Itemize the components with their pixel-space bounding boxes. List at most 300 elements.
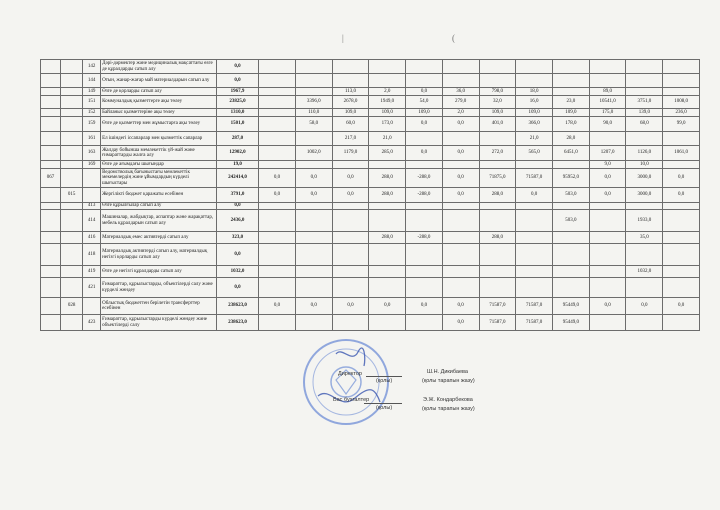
- value-cell: 1032,0: [626, 266, 663, 278]
- subprogram-cell: [61, 146, 83, 161]
- value-cell: 3396,0: [295, 96, 332, 109]
- total-cell: 323,0: [216, 232, 258, 244]
- description-cell: Ғимараттар, құрылыстарды күрделі жөндеу және объектілерді салу: [101, 315, 217, 331]
- total-cell: 0,0: [216, 203, 258, 210]
- total-cell: 1032,0: [216, 266, 258, 278]
- accountant-name: Э.Ж. Кондарбекова: [423, 397, 473, 403]
- value-cell: 23,0: [553, 96, 590, 109]
- total-cell: 23825,0: [216, 96, 258, 109]
- value-cell: [406, 210, 443, 232]
- value-cell: 109,0: [369, 109, 406, 117]
- table-row: [41, 244, 700, 266]
- value-cell: [369, 203, 406, 210]
- subprogram-cell: [61, 161, 83, 169]
- value-cell: 0,0: [332, 188, 369, 203]
- table-row: [41, 278, 700, 298]
- value-cell: 565,0: [516, 146, 553, 161]
- description-cell: Машиналар, жабдықтар, аспаптар және жарақаттар, мебель құралдарын сатып алу: [101, 210, 217, 232]
- value-cell: 0,0: [442, 169, 479, 188]
- code-cell: 169: [83, 161, 101, 169]
- subprogram-cell: [61, 203, 83, 210]
- value-cell: [553, 266, 590, 278]
- value-cell: [479, 210, 516, 232]
- value-cell: [516, 244, 553, 266]
- section-cell: [41, 188, 61, 203]
- total-cell: 0,0: [216, 74, 258, 88]
- code-cell: 419: [83, 266, 101, 278]
- total-cell: 238623,0: [216, 315, 258, 331]
- page-mark-left: |: [342, 33, 344, 43]
- total-cell: 1310,0: [216, 109, 258, 117]
- value-cell: 10541,0: [589, 96, 626, 109]
- value-cell: [663, 244, 700, 266]
- value-cell: 288,0: [369, 188, 406, 203]
- value-cell: [442, 244, 479, 266]
- description-cell: Өзге де негізгі құралдарды сатып алу: [101, 266, 217, 278]
- value-cell: [479, 278, 516, 298]
- value-cell: 1207,0: [589, 146, 626, 161]
- value-cell: 99,0: [663, 117, 700, 132]
- section-cell: [41, 146, 61, 161]
- value-cell: 0,0: [406, 146, 443, 161]
- value-cell: [589, 315, 626, 331]
- value-cell: [259, 117, 296, 132]
- value-cell: [553, 60, 590, 74]
- value-cell: 366,0: [516, 117, 553, 132]
- value-cell: 236,0: [663, 109, 700, 117]
- value-cell: [626, 278, 663, 298]
- value-cell: [516, 210, 553, 232]
- value-cell: [663, 74, 700, 88]
- value-cell: [442, 60, 479, 74]
- value-cell: [442, 74, 479, 88]
- table-row: [41, 109, 700, 117]
- value-cell: [479, 161, 516, 169]
- table-row: [41, 315, 700, 331]
- code-cell: 413: [83, 203, 101, 210]
- description-cell: Жалдау бойынша мемлекеттік үй-жай және ғимараттарды жалға алу: [101, 146, 217, 161]
- value-cell: [626, 244, 663, 266]
- value-cell: 0,0: [259, 188, 296, 203]
- value-cell: 109,0: [516, 109, 553, 117]
- value-cell: [479, 266, 516, 278]
- value-cell: 68,0: [626, 117, 663, 132]
- description-cell: Байланыс қызметтеріне ақы төлеу: [101, 109, 217, 117]
- value-cell: [589, 266, 626, 278]
- table-row: [41, 117, 700, 132]
- value-cell: [479, 244, 516, 266]
- value-cell: 0,0: [589, 169, 626, 188]
- value-cell: 178,0: [553, 117, 590, 132]
- value-cell: [295, 132, 332, 146]
- section-cell: [41, 109, 61, 117]
- code-cell: 144: [83, 74, 101, 88]
- value-cell: [332, 232, 369, 244]
- value-cell: [663, 315, 700, 331]
- description-cell: Өзге құрылғылар сатып алу: [101, 203, 217, 210]
- value-cell: [406, 132, 443, 146]
- value-cell: [589, 210, 626, 232]
- section-cell: [41, 315, 61, 331]
- subprogram-cell: [61, 96, 83, 109]
- total-cell: 19,0: [216, 161, 258, 169]
- value-cell: 1061,0: [663, 146, 700, 161]
- table-row: [41, 298, 700, 315]
- value-cell: [295, 88, 332, 96]
- value-cell: 2,0: [369, 88, 406, 96]
- value-cell: [589, 74, 626, 88]
- value-cell: [589, 278, 626, 298]
- subprogram-cell: [61, 60, 83, 74]
- value-cell: [553, 278, 590, 298]
- value-cell: 288,0: [479, 188, 516, 203]
- value-cell: 71587,0: [479, 298, 516, 315]
- value-cell: [369, 74, 406, 88]
- value-cell: [442, 210, 479, 232]
- value-cell: [295, 244, 332, 266]
- value-cell: 60,0: [332, 117, 369, 132]
- value-cell: [295, 278, 332, 298]
- value-cell: 2,0: [442, 109, 479, 117]
- section-cell: [41, 88, 61, 96]
- section-cell: [41, 74, 61, 88]
- value-cell: [332, 266, 369, 278]
- accountant-signature-caption: (қолы): [376, 405, 393, 411]
- value-cell: [479, 74, 516, 88]
- value-cell: 21,0: [516, 132, 553, 146]
- value-cell: [259, 88, 296, 96]
- value-cell: 1008,0: [663, 96, 700, 109]
- value-cell: [553, 232, 590, 244]
- value-cell: [516, 266, 553, 278]
- value-cell: 32,0: [479, 96, 516, 109]
- subprogram-cell: [61, 117, 83, 132]
- value-cell: 109,0: [332, 109, 369, 117]
- value-cell: -288,0: [406, 169, 443, 188]
- value-cell: [589, 132, 626, 146]
- section-cell: [41, 298, 61, 315]
- value-cell: [626, 203, 663, 210]
- value-cell: [663, 203, 700, 210]
- value-cell: [259, 203, 296, 210]
- director-signature-caption: (қолы): [376, 378, 393, 384]
- section-cell: [41, 278, 61, 298]
- table-row: [41, 232, 700, 244]
- value-cell: 0,0: [332, 169, 369, 188]
- subprogram-cell: 028: [61, 298, 83, 315]
- value-cell: [332, 74, 369, 88]
- total-cell: 0,0: [216, 278, 258, 298]
- value-cell: 0,0: [442, 117, 479, 132]
- description-cell: Жергілікті бюджет қаражаты есебінен: [101, 188, 217, 203]
- section-cell: [41, 96, 61, 109]
- value-cell: 109,0: [406, 109, 443, 117]
- value-cell: -288,0: [406, 232, 443, 244]
- value-cell: [442, 232, 479, 244]
- subprogram-cell: [61, 278, 83, 298]
- value-cell: 503,0: [553, 188, 590, 203]
- value-cell: 401,0: [479, 117, 516, 132]
- value-cell: [406, 315, 443, 331]
- value-cell: 139,0: [626, 109, 663, 117]
- section-cell: [41, 266, 61, 278]
- value-cell: [295, 161, 332, 169]
- value-cell: [406, 74, 443, 88]
- value-cell: 109,0: [479, 109, 516, 117]
- description-cell: Облыстық бюджеттен берілетін трансферттер есебінен: [101, 298, 217, 315]
- value-cell: 0,0: [663, 298, 700, 315]
- code-cell: 414: [83, 210, 101, 232]
- code-cell: 149: [83, 88, 101, 96]
- budget-table: [40, 59, 700, 331]
- value-cell: 288,0: [479, 232, 516, 244]
- value-cell: [259, 232, 296, 244]
- value-cell: [332, 278, 369, 298]
- value-cell: 0,0: [406, 298, 443, 315]
- value-cell: 113,0: [332, 88, 369, 96]
- section-cell: [41, 210, 61, 232]
- value-cell: 0,0: [295, 298, 332, 315]
- value-cell: [626, 88, 663, 96]
- code-cell: 418: [83, 244, 101, 266]
- total-cell: 1501,0: [216, 117, 258, 132]
- table-row: [41, 88, 700, 96]
- value-cell: 71875,0: [479, 169, 516, 188]
- value-cell: 16,0: [516, 96, 553, 109]
- value-cell: [259, 278, 296, 298]
- value-cell: [442, 266, 479, 278]
- value-cell: 3000,0: [626, 188, 663, 203]
- value-cell: [442, 161, 479, 169]
- value-cell: 2678,0: [332, 96, 369, 109]
- total-cell: 12902,0: [216, 146, 258, 161]
- value-cell: 288,0: [369, 169, 406, 188]
- total-cell: 242414,0: [216, 169, 258, 188]
- value-cell: 0,0: [589, 188, 626, 203]
- value-cell: 10,0: [626, 161, 663, 169]
- director-role: Директор: [338, 371, 362, 377]
- value-cell: 58,0: [295, 117, 332, 132]
- section-cell: [41, 244, 61, 266]
- value-cell: [406, 266, 443, 278]
- value-cell: [553, 88, 590, 96]
- value-cell: [259, 96, 296, 109]
- value-cell: 0,0: [295, 188, 332, 203]
- value-cell: [295, 60, 332, 74]
- value-cell: [295, 266, 332, 278]
- description-cell: Ведомстволық бағыныстағы мемлекеттік мекемелердің және ұйымдардың күрделі шығыстары: [101, 169, 217, 188]
- table-row: [41, 203, 700, 210]
- subprogram-cell: [61, 315, 83, 331]
- value-cell: [259, 266, 296, 278]
- value-cell: [259, 161, 296, 169]
- code-cell: 159: [83, 117, 101, 132]
- value-cell: [332, 244, 369, 266]
- value-cell: [332, 60, 369, 74]
- value-cell: 9,0: [589, 161, 626, 169]
- code-cell: 142: [83, 60, 101, 74]
- value-cell: [589, 232, 626, 244]
- code-cell: 421: [83, 278, 101, 298]
- value-cell: 95952,0: [553, 169, 590, 188]
- value-cell: 175,0: [589, 109, 626, 117]
- section-cell: [41, 132, 61, 146]
- section-cell: [41, 161, 61, 169]
- section-cell: [41, 232, 61, 244]
- table-row: [41, 74, 700, 88]
- page-mark-center: (: [452, 33, 455, 43]
- value-cell: [516, 74, 553, 88]
- value-cell: [406, 60, 443, 74]
- value-cell: [332, 203, 369, 210]
- value-cell: [516, 203, 553, 210]
- value-cell: 0,0: [663, 188, 700, 203]
- value-cell: [259, 146, 296, 161]
- value-cell: [369, 60, 406, 74]
- value-cell: 71587,0: [516, 298, 553, 315]
- value-cell: [626, 132, 663, 146]
- value-cell: 288,0: [369, 232, 406, 244]
- value-cell: 285,0: [369, 146, 406, 161]
- value-cell: 1002,0: [295, 146, 332, 161]
- total-cell: 287,0: [216, 132, 258, 146]
- value-cell: 0,0: [442, 146, 479, 161]
- value-cell: [332, 210, 369, 232]
- value-cell: 0,0: [332, 298, 369, 315]
- value-cell: [663, 60, 700, 74]
- code-cell: 161: [83, 132, 101, 146]
- code-cell: [83, 188, 101, 203]
- value-cell: 54,0: [406, 96, 443, 109]
- value-cell: 71587,0: [516, 315, 553, 331]
- value-cell: [295, 315, 332, 331]
- total-cell: 0,0: [216, 244, 258, 266]
- subprogram-cell: [61, 74, 83, 88]
- value-cell: 109,0: [553, 109, 590, 117]
- value-cell: [516, 60, 553, 74]
- subprogram-cell: [61, 266, 83, 278]
- code-cell: 152: [83, 109, 101, 117]
- value-cell: 0,0: [442, 188, 479, 203]
- table-row: [41, 169, 700, 188]
- section-cell: [41, 117, 61, 132]
- value-cell: [626, 74, 663, 88]
- value-cell: [626, 315, 663, 331]
- accountant-role: Бас бухгалтер: [333, 397, 370, 403]
- description-cell: Дәрі-дәрмектер және медициналық мақсаттағы өзге де құралдарды сатып алу: [101, 60, 217, 74]
- code-cell: [83, 298, 101, 315]
- director-signature-line: [366, 376, 402, 377]
- value-cell: 0,0: [259, 169, 296, 188]
- value-cell: [259, 244, 296, 266]
- value-cell: [663, 88, 700, 96]
- value-cell: [479, 203, 516, 210]
- section-cell: [41, 60, 61, 74]
- accountant-name-note: (қолы тарапын жазу): [422, 406, 475, 412]
- value-cell: [369, 161, 406, 169]
- value-cell: 35,0: [626, 232, 663, 244]
- value-cell: [663, 161, 700, 169]
- value-cell: [663, 232, 700, 244]
- value-cell: [553, 203, 590, 210]
- value-cell: [406, 203, 443, 210]
- value-cell: 110,0: [295, 109, 332, 117]
- value-cell: 71587,0: [516, 169, 553, 188]
- table-row: [41, 266, 700, 278]
- value-cell: [406, 244, 443, 266]
- code-cell: 163: [83, 146, 101, 161]
- description-cell: Ғимараттар, құрылыстарды, объектілерді салу және күрделі жөндеу: [101, 278, 217, 298]
- value-cell: 28,0: [553, 132, 590, 146]
- accountant-signature-line: [364, 403, 402, 404]
- value-cell: [516, 232, 553, 244]
- value-cell: [663, 132, 700, 146]
- value-cell: 272,0: [479, 146, 516, 161]
- code-cell: 423: [83, 315, 101, 331]
- value-cell: 36,0: [442, 88, 479, 96]
- value-cell: 1126,0: [626, 146, 663, 161]
- value-cell: 0,0: [295, 169, 332, 188]
- subprogram-cell: [61, 88, 83, 96]
- value-cell: 90,0: [589, 117, 626, 132]
- value-cell: [663, 278, 700, 298]
- value-cell: [259, 74, 296, 88]
- director-name-note: (қолы тарапын жазу): [422, 378, 475, 384]
- value-cell: [259, 132, 296, 146]
- value-cell: [553, 161, 590, 169]
- value-cell: [295, 232, 332, 244]
- value-cell: 71587,0: [479, 315, 516, 331]
- description-cell: Өзге де қызметтер мен жұмыстарға ақы төлеу: [101, 117, 217, 132]
- value-cell: [332, 315, 369, 331]
- value-cell: [516, 278, 553, 298]
- table-row: [41, 210, 700, 232]
- value-cell: [442, 203, 479, 210]
- subprogram-cell: [61, 109, 83, 117]
- director-name: Ш.Н. Дикибаева: [427, 369, 468, 375]
- value-cell: 0,0: [406, 88, 443, 96]
- value-cell: 95449,0: [553, 298, 590, 315]
- description-cell: Ел ішіндегі іссапарлар мен қызметтік сапарлар: [101, 132, 217, 146]
- value-cell: [295, 74, 332, 88]
- description-cell: Өзге де қорларды сатып алу: [101, 88, 217, 96]
- subprogram-cell: [61, 132, 83, 146]
- total-cell: 1967,9: [216, 88, 258, 96]
- description-cell: Материалдық активтерді сатып алу, материалдық негізгі қорларды сатып алу: [101, 244, 217, 266]
- value-cell: 1933,0: [626, 210, 663, 232]
- value-cell: [553, 244, 590, 266]
- value-cell: [663, 266, 700, 278]
- subprogram-cell: [61, 210, 83, 232]
- subprogram-cell: 015: [61, 188, 83, 203]
- description-cell: Материалдық емес активтерді сатып алу: [101, 232, 217, 244]
- description-cell: Отын, жанар-жағар май материалдарын сатып алу: [101, 74, 217, 88]
- value-cell: 0,0: [626, 298, 663, 315]
- value-cell: 0,0: [516, 188, 553, 203]
- table-row: [41, 188, 700, 203]
- value-cell: 0,0: [663, 169, 700, 188]
- value-cell: [259, 315, 296, 331]
- value-cell: [553, 74, 590, 88]
- value-cell: [369, 210, 406, 232]
- value-cell: 1949,0: [369, 96, 406, 109]
- value-cell: -288,0: [406, 188, 443, 203]
- value-cell: [369, 278, 406, 298]
- value-cell: 0,0: [442, 315, 479, 331]
- subprogram-cell: [61, 232, 83, 244]
- total-cell: 238623,0: [216, 298, 258, 315]
- code-cell: 151: [83, 96, 101, 109]
